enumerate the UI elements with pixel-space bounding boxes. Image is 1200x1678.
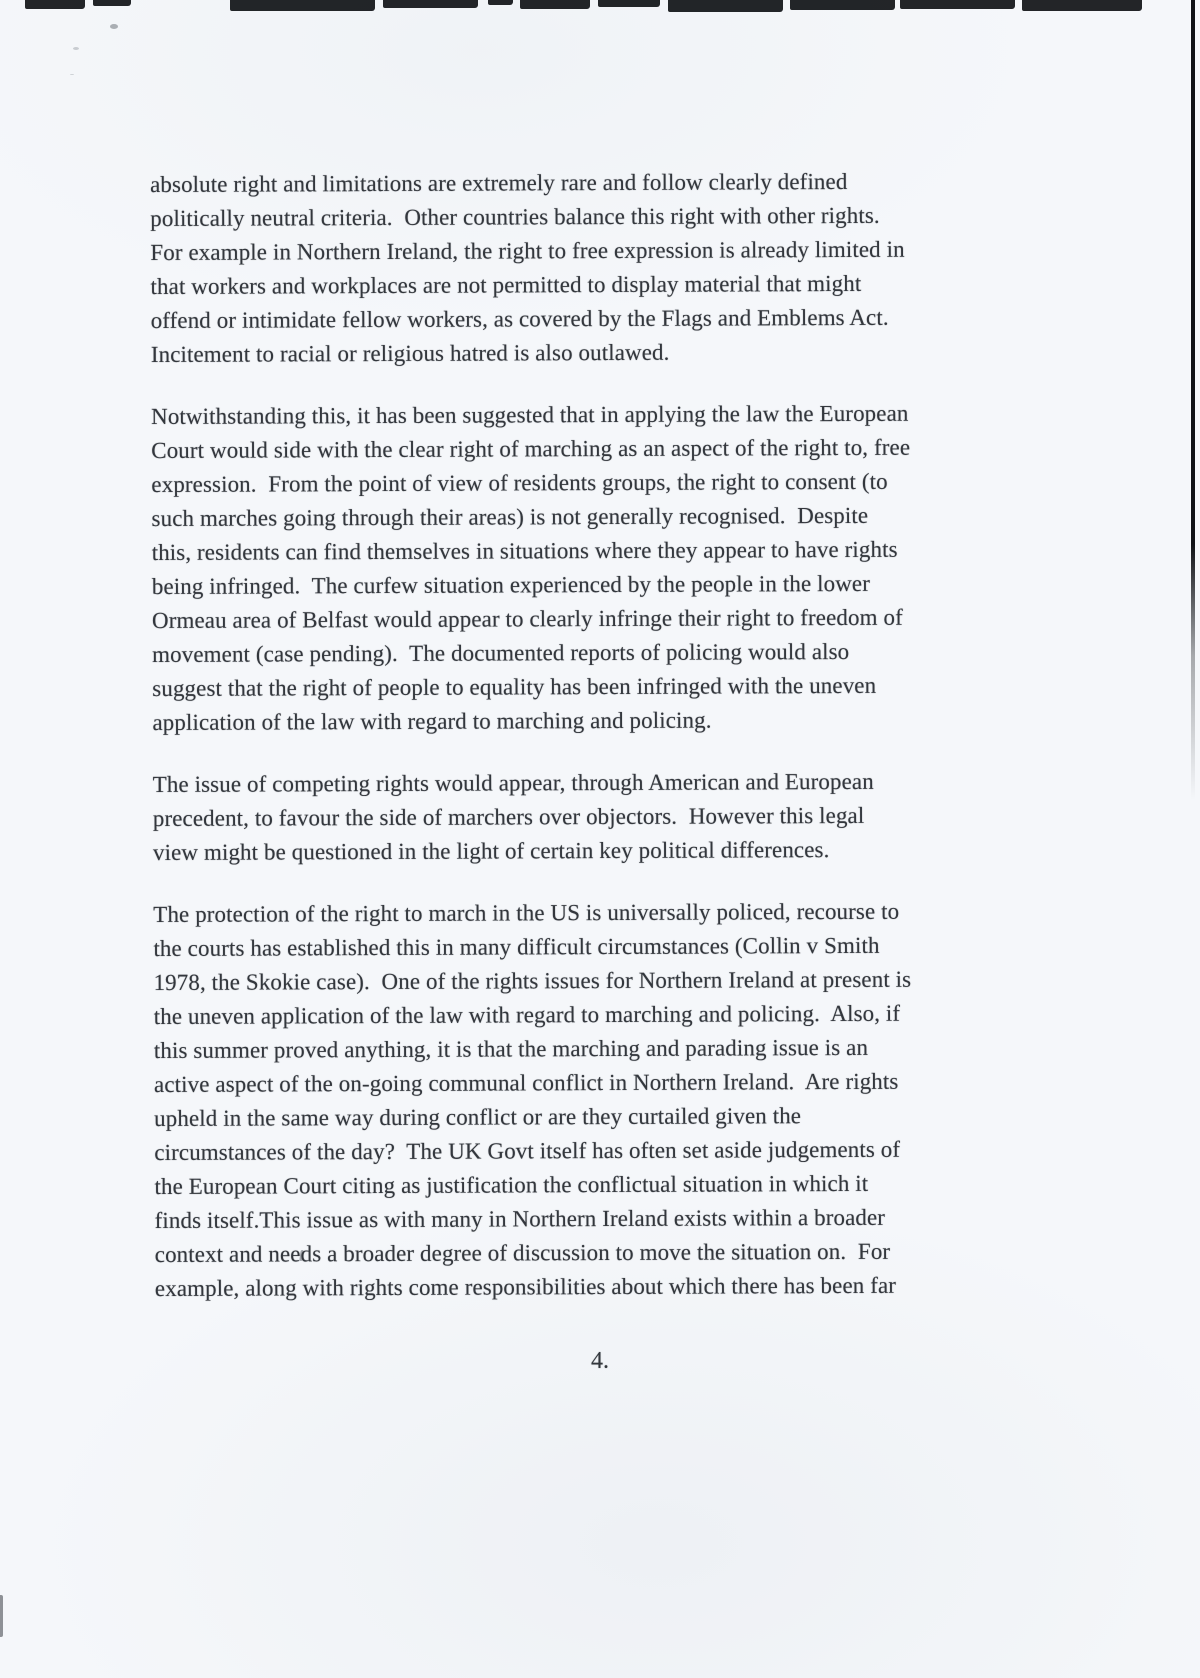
- scan-edge-artifact-top: [0, 0, 1200, 18]
- scan-mark: [598, 0, 660, 7]
- scan-mark: [668, 0, 783, 12]
- scan-edge-artifact-left: [0, 1595, 3, 1637]
- scan-mark: [488, 0, 513, 5]
- scan-mark: [383, 0, 478, 8]
- document-text: [150, 164, 1075, 1334]
- paragraph-4: The protection of the right to march in the US is universally policed, recourse to the courts has established this in many difficult circumstances (Collin v Smith 1978, the Skokie case). One of the rights issues for Northern Ireland at present is the uneven application of the law with regard to marching and policing. Also, if this summer proved anything, it is that the marching and parading issue is an active aspect of the on-going communal conflict in Northern Ireland. Are rights upheld in the same way during conflict or are they curtailed given the circumstances of the day? The UK Govt itself has often set aside judgements of the European Court citing as justification the conflictual situation in which it finds itself.This issue as with many in Northern Ireland exists within a broader context and needs a broader degree of discussion to move the situation on. For example, along with rights come responsibilities about which there has been far: [153, 898, 912, 1301]
- scan-mark: [520, 0, 590, 9]
- page-number: 4.: [591, 1348, 609, 1374]
- scan-mark: [93, 0, 131, 6]
- scan-mark: [900, 0, 1015, 9]
- paper-speck: [110, 24, 118, 29]
- paragraph-2: Notwithstanding this, it has been suggested that in applying the law the European Court would side with the clear right of marching as an aspect of the right to, free expression. From the point of view of residents groups, the right to consent (to such marches going through their areas) is not generally recognised. Despite this, residents can find themselves in situations where they appear to have rights being infringed. The curfew situation experienced by the people in the lower Ormeau area of Belfast would appear to clearly infringe their right to freedom of movement (case pending). The documented reports of policing would also suggest that the right of people to equality has been infringed with the uneven application of the law with regard to marching and policing.: [151, 400, 911, 735]
- scan-mark: [25, 0, 85, 9]
- scan-edge-artifact-right: [1191, 0, 1195, 800]
- paragraph-1: absolute right and limitations are extremely rare and follow clearly defined politically neutral criteria. Other countries balance this right with other rights. For example in Northern Ireland, the right to free expression is already limited in that workers and workplaces are not permitted to display material that might offend or intimidate fellow workers, as covered by the Flags and Emblems Act. Incitement to racial or religious hatred is also outlawed.: [150, 168, 905, 367]
- scan-mark: [230, 0, 375, 11]
- scan-mark: [1022, 0, 1142, 11]
- scan-mark: [790, 0, 895, 10]
- paragraph-3: The issue of competing rights would appear, through American and European precedent, to favour the side of marchers over objectors. However this legal view might be questioned in the light of certain key political differences.: [152, 768, 874, 865]
